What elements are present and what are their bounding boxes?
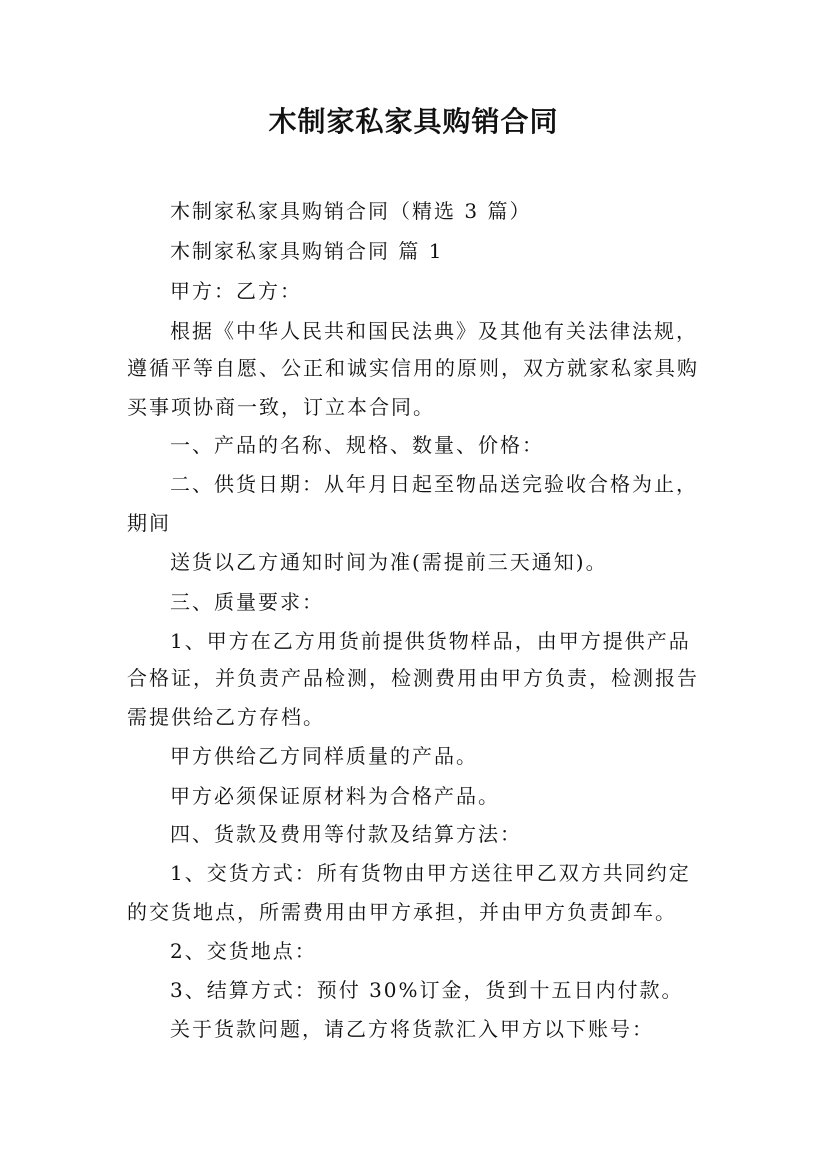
document-line: 甲方供给乙方同样质量的产品。 bbox=[170, 744, 478, 768]
document-line: 根据《中华人民共和国民法典》及其他有关法律法规， bbox=[170, 319, 698, 343]
document-line: 甲方：乙方： bbox=[170, 279, 302, 303]
document-line: 的交货地点，所需费用由甲方承担，并由甲方负责卸车。 bbox=[127, 900, 677, 924]
document-line: 送货以乙方通知时间为准(需提前三天通知)。 bbox=[170, 550, 608, 574]
document-line: 甲方必须保证原材料为合格产品。 bbox=[170, 784, 500, 808]
document-line: 四、货款及费用等付款及结算方法： bbox=[170, 822, 522, 846]
document-line: 三、质量要求： bbox=[170, 590, 324, 614]
document-line: 关于货款问题，请乙方将货款汇入甲方以下账号： bbox=[170, 1017, 654, 1041]
document-line: 一、产品的名称、规格、数量、价格： bbox=[170, 433, 544, 457]
document-line: 木制家私家具购销合同（精选 3 篇） bbox=[170, 199, 532, 223]
document-line: 期间 bbox=[127, 511, 171, 535]
document-line: 2、交货地点： bbox=[170, 939, 317, 963]
document-line: 木制家私家具购销合同 篇 1 bbox=[170, 239, 444, 263]
document-line: 1、交货方式：所有货物由甲方送往甲乙双方共同约定 bbox=[170, 861, 691, 885]
document-line: 3、结算方式：预付 30%订金，货到十五日内付款。 bbox=[170, 978, 684, 1002]
document-line: 二、供货日期：从年月日起至物品送完验收合格为止， bbox=[170, 472, 698, 496]
document-line: 合格证，并负责产品检测，检测费用由甲方负责，检测报告 bbox=[127, 666, 699, 690]
document-title: 木制家私家具购销合同 bbox=[268, 105, 559, 138]
document-line: 买事项协商一致，订立本合同。 bbox=[127, 395, 435, 419]
document-line: 需提供给乙方存档。 bbox=[127, 705, 325, 729]
document-line: 遵循平等自愿、公正和诚实信用的原则，双方就家私家具购 bbox=[127, 356, 699, 380]
document-line: 1、甲方在乙方用货前提供货物样品，由甲方提供产品 bbox=[170, 629, 691, 653]
